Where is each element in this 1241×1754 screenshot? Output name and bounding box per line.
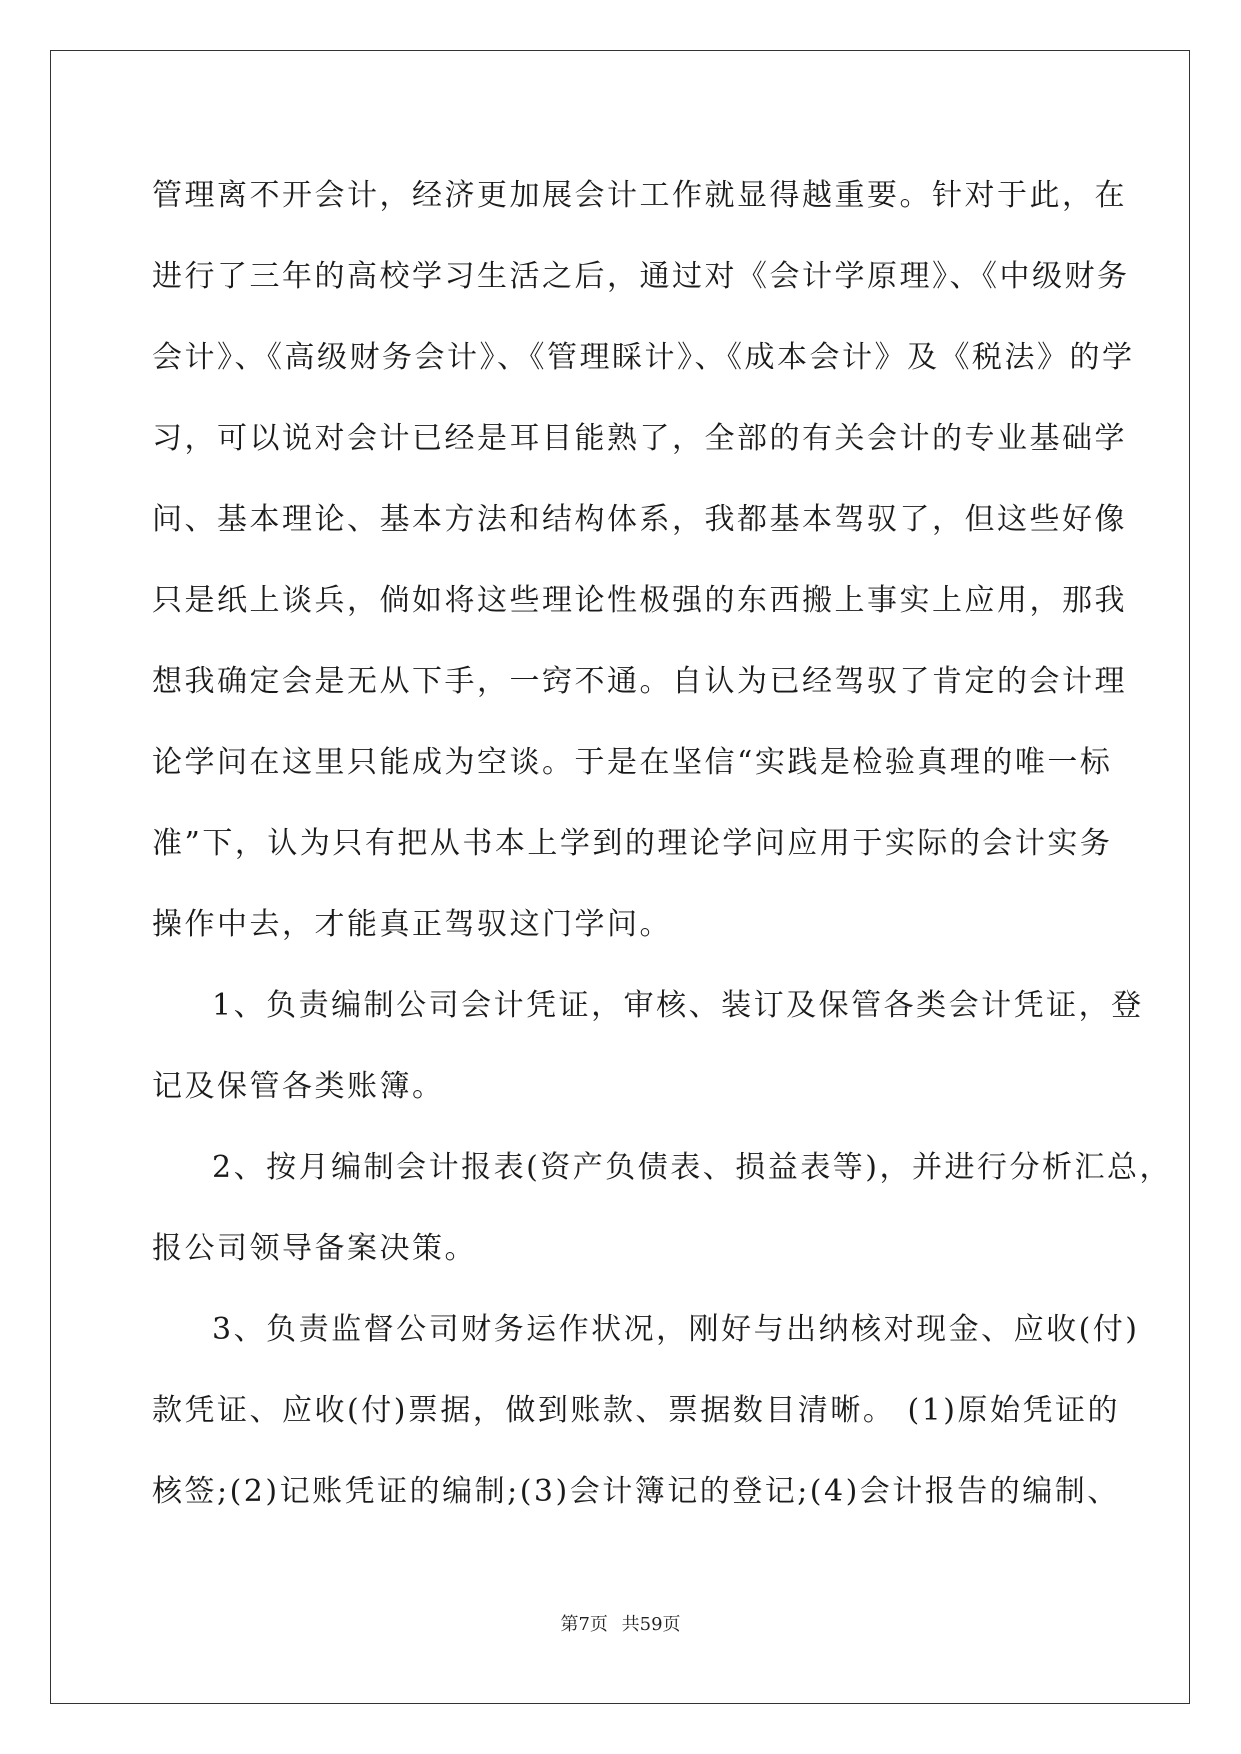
- text-line: 记及保管各类账簿。: [152, 1069, 445, 1104]
- text-line: 准”下，认为只有把从书本上学到的理论学问应用于实际的会计实务: [152, 826, 1113, 861]
- page-footer: [0, 1610, 1241, 1636]
- text-line: 会计》、《高级财务会计》、《管理睬计》、《成本会计》及《税法》的学: [152, 340, 1135, 375]
- list-item-1-line: 1、负责编制公司会计凭证，审核、装订及保管各类会计凭证，登: [212, 988, 1144, 1023]
- text-line: 报公司领导备案决策。: [152, 1231, 477, 1266]
- text-line: 管理离不开会计，经济更加展会计工作就显得越重要。针对于此，在: [152, 178, 1127, 213]
- text-line: 核签;(2)记账凭证的编制;(3)会计簿记的登记;(4)会计报告的编制、: [152, 1474, 1120, 1509]
- page-number: 第7页: [560, 1614, 608, 1635]
- text-line: 问、基本理论、基本方法和结构体系，我都基本驾驭了，但这些好像: [152, 502, 1127, 537]
- list-item-3-line: 3、负责监督公司财务运作状况，刚好与出纳核对现金、应收(付): [212, 1312, 1140, 1347]
- text-line: 习，可以说对会计已经是耳目能熟了，全部的有关会计的专业基础学: [152, 421, 1127, 456]
- text-line: 操作中去，才能真正驾驭这门学问。: [152, 907, 672, 942]
- document-body: [152, 167, 1172, 1544]
- page-total: 共59页: [621, 1614, 681, 1635]
- text-line: 款凭证、应收(付)票据，做到账款、票据数目清晰。 (1)原始凭证的: [152, 1393, 1120, 1428]
- list-item-2-line: 2、按月编制会计报表(资产负债表、损益表等)，并进行分析汇总，: [212, 1150, 1172, 1185]
- text-line: 只是纸上谈兵，倘如将这些理论性极强的东西搬上事实上应用，那我: [152, 583, 1127, 618]
- text-line: 论学问在这里只能成为空谈。于是在坚信“实践是检验真理的唯一标: [152, 745, 1113, 780]
- text-line: 想我确定会是无从下手，一窍不通。自认为已经驾驭了肯定的会计理: [152, 664, 1127, 699]
- text-line: 进行了三年的高校学习生活之后，通过对《会计学原理》、《中级财务: [152, 259, 1130, 294]
